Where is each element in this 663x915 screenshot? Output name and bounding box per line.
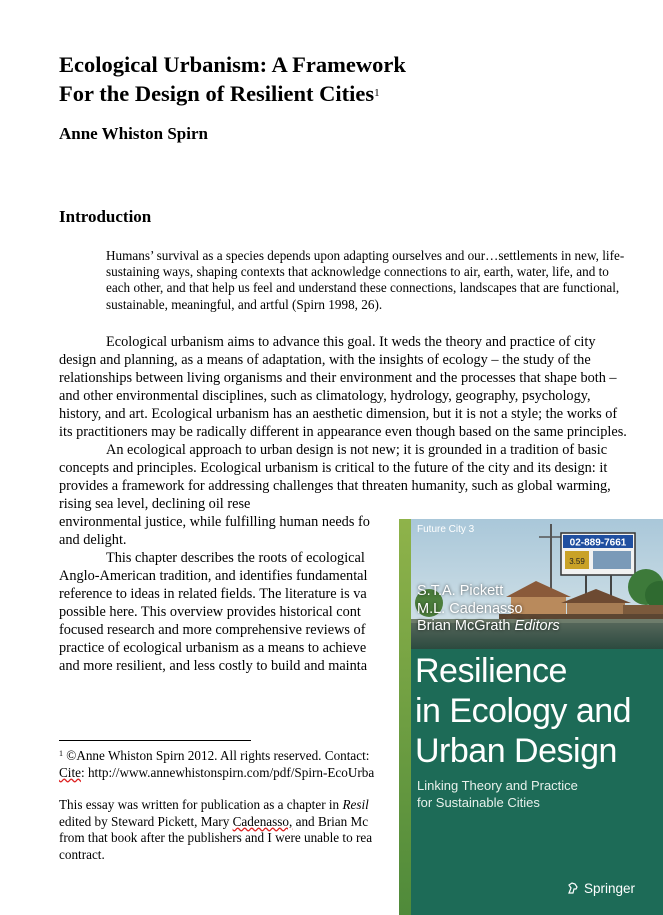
book-title-line-1: Resilience [415, 652, 567, 690]
section-heading: Introduction [59, 207, 152, 226]
note-line-4: contract. [59, 846, 105, 862]
cover-editors [417, 583, 560, 636]
paragraph-3-line-6: practice of ecological urbanism as a means to achieve [59, 640, 367, 656]
billboard-phone: 02-889-7661 [569, 537, 627, 549]
title-footnote-mark[interactable]: 1 [374, 87, 380, 99]
note-intro: This essay was written for publication as a chapter in [59, 797, 343, 812]
epigraph: Humans’ survival as a species depends upon adapting ourselves and our…settlements in new, life-sustaining ways, shaping contexts that acknowledge connections to air, earth, water, life, and to each other, and that help us feel and understand these connections, landscapes that are functional, sustainable, meaningful, and artful (Spirn 1998, 26). [106, 248, 625, 312]
paragraph-3-line-7: and more resilient, and less costly to build and mainta [59, 658, 368, 674]
billboard-price: 3.59 [569, 557, 585, 566]
paragraph-3-line-4: possible here. This overview provides historical cont [59, 604, 361, 620]
footnote-url[interactable]: : http://www.annewhistonspirn.com/pdf/Spirn-EcoUrba [80, 764, 375, 780]
series-label: Future City 3 [417, 524, 475, 535]
paragraph-1: Ecological urbanism aims to advance this goal. It weds the theory and practice of city design and planning, as a means of adaptation, with the insights of ecology – the study of the relationships between living organisms and their environment and the processes that shape both – and other environmental disciplines, such as climatology, hydrology, geography, psychology, history, and art. Ecological urbanism has an aesthetic dimension, but it is not a style; the works of its practitioners may be radically different in appearance even though based on the same principles. [59, 334, 627, 440]
book-title [415, 651, 661, 771]
book-title-line-3: Urban Design [415, 732, 617, 770]
footnote-mark: 1 [59, 749, 63, 758]
editor-name-with-role [417, 618, 560, 636]
paragraph-3-line-1: This chapter describes the roots of ecological [106, 550, 365, 566]
title-line-2: For the Design of Resilient Cities [59, 81, 375, 106]
author-name: Anne Whiston Spirn [59, 124, 208, 143]
paragraph-2-line: environmental justice, while fulfilling human needs fo [59, 514, 370, 530]
editor-name: S.T.A. Pickett [417, 583, 504, 599]
title-line-1: Ecological Urbanism: A Framework [59, 52, 406, 77]
publisher-name: Springer [583, 881, 635, 896]
springer-horse-icon [566, 881, 580, 895]
paragraph-2-text: An ecological approach to urban design is not new; it is grounded in a tradition of basic concepts and principles. Ecological urbanism is critical to the future of the city and its design: it provides a framework for addressing challenges that threaten humanity, such as global warming, rising sea level, declining oil rese [59, 442, 611, 512]
cover-series-stripe [399, 519, 411, 915]
paragraph-3-line-2: Anglo-American tradition, and identifies fundamental [59, 568, 368, 584]
book-subtitle-line-2: for Sustainable Cities [417, 795, 540, 810]
note-line-2a: edited by Steward Pickett, Mary [59, 813, 233, 829]
editor-name: Brian McGrath [417, 618, 511, 634]
editors-role: Editors [514, 618, 560, 634]
paragraph-2-end: and delight. [59, 532, 127, 548]
book-subtitle-line-1: Linking Theory and Practice [417, 778, 578, 793]
paragraph-3-line-5: focused research and more comprehensive reviews of [59, 622, 366, 638]
book-subtitle [417, 777, 657, 811]
footnote-cite-word: Cite [59, 764, 81, 780]
note-book-title: Resil [342, 797, 369, 812]
footnote-copyright: ©Anne Whiston Spirn 2012. All rights reserved. Contact: [63, 748, 370, 763]
paper-title [59, 50, 406, 108]
note-line-3: from that book after the publishers and I were unable to rea [59, 830, 373, 845]
footnote-divider [59, 740, 251, 741]
editor-name: M.L. Cadenasso [417, 600, 523, 617]
paragraph-3-line-3: reference to ideas in related fields. The literature is va [59, 586, 367, 602]
book-title-line-2: in Ecology and [415, 692, 632, 730]
note-misspelled-name: Cadenasso, [232, 813, 293, 829]
book-cover[interactable] [399, 519, 663, 915]
note-line-2b: and Brian Mc [292, 813, 369, 829]
publisher [566, 881, 635, 896]
